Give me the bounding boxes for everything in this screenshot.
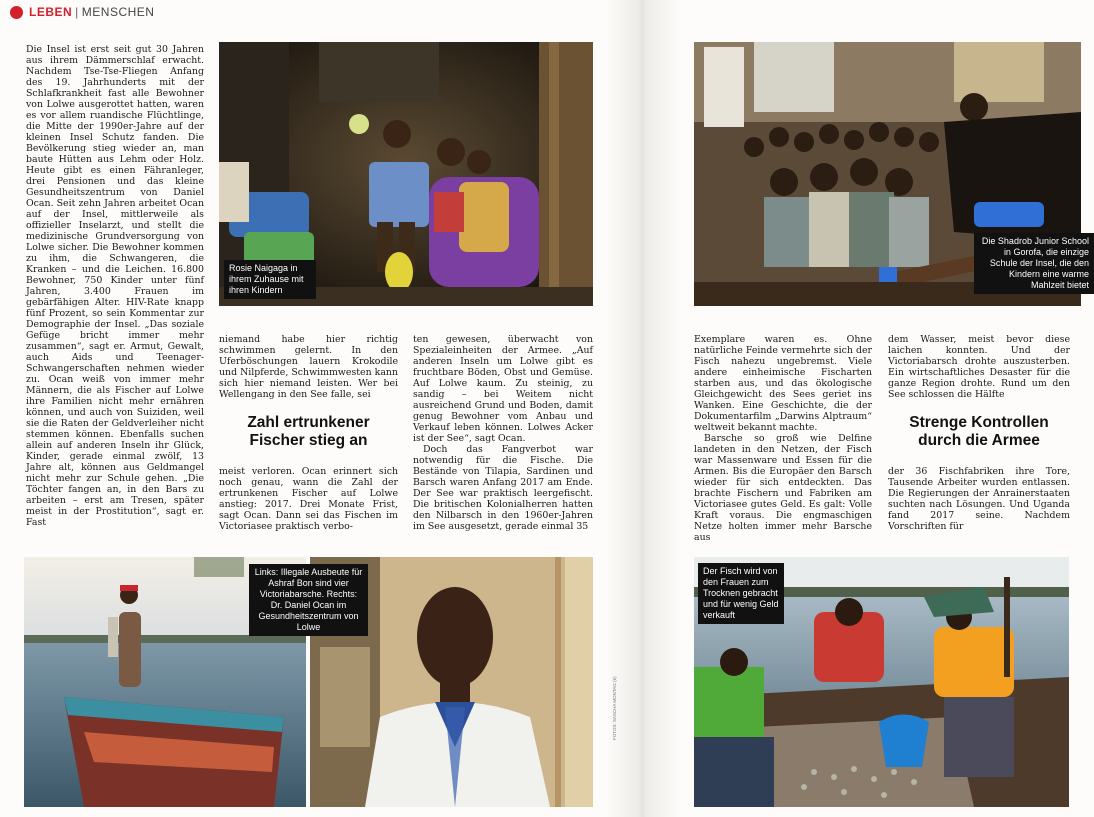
article-paragraph: Exemplare waren es. Ohne natürliche Feinde vermehrte sich der Fisch nahezu ungebremst. Viele andere einheimische Fischarten starben aus, und das ökologische Gleichgewicht des Sees geriet ins Wanken. Eine Geschichte, die der Dokumentarfilm „Darwins Alptraum“ weltweit bekannt machte.	[694, 334, 872, 433]
article-paragraph: niemand habe hier richtig schwimmen gelernt. In den Uferböschungen lauern Krokodile und Nilpferde, Schwimmwesten kann sich hier niemand leisten. Wer bei Wellengang in den See falle, sei	[219, 334, 398, 400]
caption-rosie: Rosie Naigaga in ihrem Zuhause mit ihren Kindern	[224, 260, 316, 299]
article-paragraph: Die Insel ist erst seit gut 30 Jahren aus ihrem Dämmerschlaf erwacht. Nachdem Tse-Tse-Fliegen Anfang des 19. Jahrhunderts mit der Schlafkrankheit fast alle Bewohner von Lolwe ausgerottet hatten, waren es vor allem ruandische Flüchtlinge, die Mitte der 1990er-Jahre auf der kleinen Insel Schutz fanden. Die Bevölkerung stieg wieder an, man baute Hütten aus Lehm oder Holz. Heute gibt es einen Fähranleger, drei Pensionen und das kleine Gesundheitszentrum von Daniel Ocan. Seit zehn Jahren arbeitet Ocan auf der Insel, mittlerweile als offizieller Inselarzt, und stellt die medizinische Grundversorgung von Lolwe sicher. Die Bewohner kommen zu ihm, die Schwangeren, die Kranken – und die Leichen. 16.800 Bewohner, 750 Kinder unter fünf Jahren, 3.400 Frauen im gebärfähigen Alter. HIV-Rate knapp fünf Prozent, so sein Kommentar zur Demographie der Insel. „Das soziale Gefüge bricht immer mehr zusammen“, sagt er. Armut, Gewalt, auch Aids und Teenager-Schwangerschaften nehmen wieder zu. Ocan weiß von immer mehr Männern, die als Fischer auf Lolwe ihre Familien nicht mehr ernähren können, und auch von Suiziden, weil sie die Raten der Geldverleiher nicht stemmen können. Ebenfalls suchen allein auf anderen Inseln ihr Glück, Kinder, gerade einmal zwölf, 13 Jahre alt, können aus Geldmangel nicht mehr zur Schule gehen. „Die Töchter fangen an, in den Bars zu arbeiten – erst am Tresen, später meist in der Prostitution“, sagt er. Fast	[26, 44, 204, 528]
headline-drowned-fishermen: Zahl ertrunkener Fischer stieg an	[247, 414, 370, 449]
section-separator: |	[75, 5, 79, 19]
caption-ocan: Links: Illegale Ausbeute für Ashraf Bon sind vier Victoriabarsche. Rechts: Dr. Daniel Ocan im Gesundheitszentrum von Lolwe	[249, 564, 368, 636]
section-sub-label: MENSCHEN	[81, 5, 155, 19]
headline-strict-controls: Strenge Kontrollen durch die Armee	[909, 414, 1049, 449]
caption-school: Die Shadrob Junior School in Gorofa, die einzige Schule der Insel, die den Kindern eine warme Mahlzeit bietet	[974, 233, 1094, 294]
article-column-5	[888, 334, 1070, 532]
caption-fish: Der Fisch wird von den Frauen zum Trocknen gebracht und für wenig Geld verkauft	[698, 563, 784, 624]
article-paragraph: Doch das Fangverbot war notwendig für die Fische. Die Bestände von Tilapia, Sardinen und Barsch waren Anfang 2017 am Ende. Der See war praktisch leergefischt. Die britischen Kolonialherren hatten den Nilbarsch in den 1960er-Jahren im See ausgesetzt, gerade einmal 35	[413, 444, 593, 532]
article-paragraph: ten gewesen, überwacht von Spezialeinheiten der Armee. „Auf anderen Inseln um Lolwe gibt es fruchtbare Böden, Obst und Gemüse. Auf Lolwe kaum. Zu steinig, zu sandig – bei Weitem nicht ausreichend Grund und Boden, damit genug Bewohner vom Anbau und Verkauf leben können. Lolwes Acker ist der See“, sagt Ocan.	[413, 334, 593, 444]
article-column-4	[694, 334, 872, 543]
article-paragraph: dem Wasser, meist bevor diese laichen konnten. Und der Victoriabarsch drohte auszusterben. Ein wirtschaftliches Desaster für die ganze Region drohte. Rund um den See schlossen die Hälfte	[888, 334, 1070, 400]
article-column-3	[413, 334, 593, 532]
article-paragraph: meist verloren. Ocan erinnert sich noch genau, wann die Zahl der ertrunkenen Fischer auf Lolwe anstieg: 2017. Drei Monate Frist, sagt Ocan. Dann sei das Fischen im Victoriasee praktisch verbo-	[219, 466, 398, 532]
section-main-label: LEBEN	[29, 5, 73, 19]
article-paragraph: Barsche so groß wie Delfine landeten in den Netzen, der Fisch war Massenware und Essen für die Armen. Bis die Europäer den Barsch wieder für sich entdeckten. Das brachte Fischern und Fabriken am Victoriasee gutes Geld. Es galt: Volle Kraft voraus. Die engmaschigen Netze holten immer mehr Barsche aus	[694, 433, 872, 543]
article-column-2	[219, 334, 398, 532]
right-page	[680, 0, 1089, 817]
article-paragraph: der 36 Fischfabriken ihre Tore, Tausende Arbeiter wurden entlassen. Die Regierungen der Anrainerstaaten suchten nach Lösungen. Und Uganda fand 2017 seine. Nachdem Vorschriften für	[888, 466, 1070, 532]
photo-credit: FOTOS: SASCHA MONTAG (6)	[612, 676, 617, 740]
article-column-1	[26, 44, 204, 528]
section-dot-icon	[10, 6, 23, 19]
section-header	[10, 5, 154, 19]
